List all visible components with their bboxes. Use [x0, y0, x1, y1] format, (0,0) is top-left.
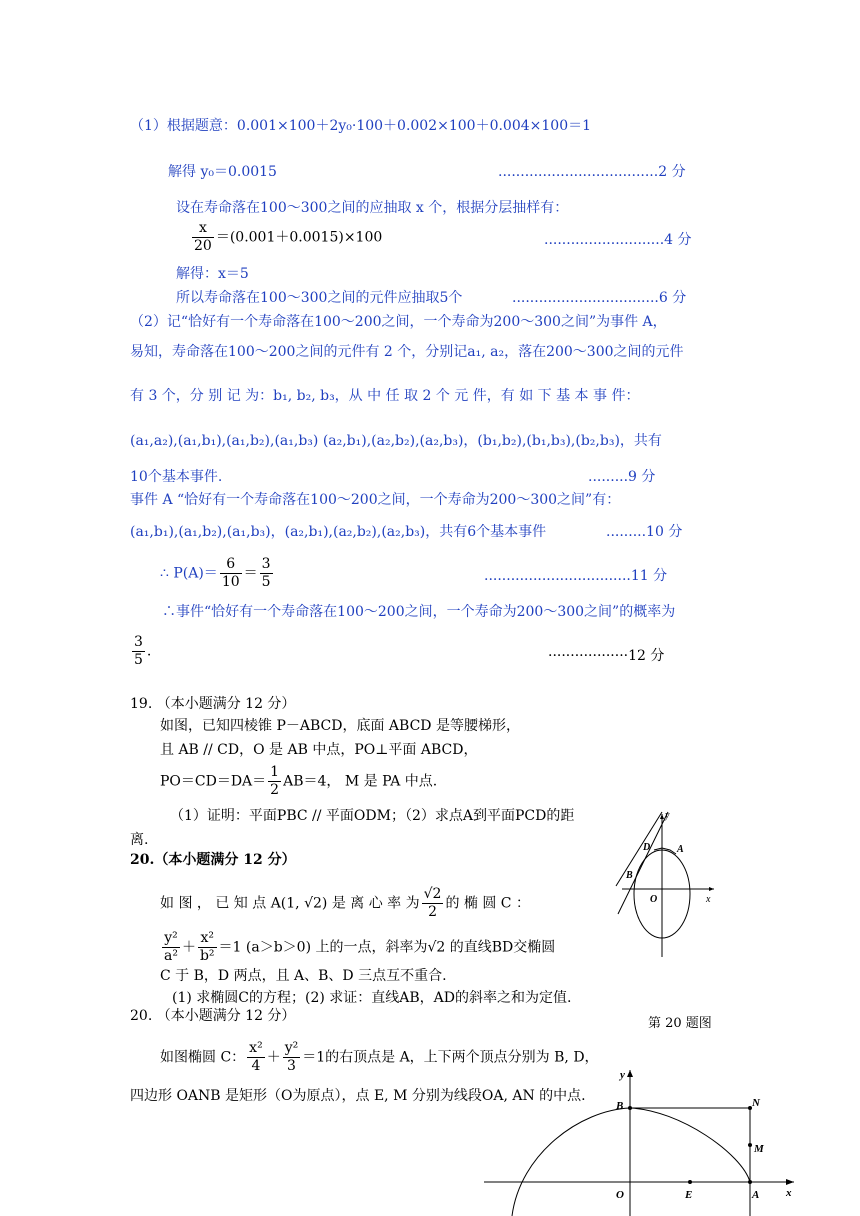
fig1-label-D: D [643, 842, 651, 853]
q20a-l1-den: 2 [428, 904, 437, 920]
fig20b-ellipse-figure [480, 1064, 800, 1216]
part2-line6: 事件 A “恰好有一个寿命落在100～200之间，一个寿命为200～300之间”有： [130, 492, 621, 508]
part2-line4: (a₁,a₂),(a₁,b₁),(a₁,b₂),(a₁,b₃) (a₂,b₁),(a₂,b₂),(a₂,b₃)，(b₁,b₂),(b₁,b₃),(b₂,b₃)，共有 [130, 433, 662, 449]
score-12: ··················12 分 [548, 648, 665, 664]
q20b-l1-den2: 3 [286, 1058, 296, 1074]
q19-l3b: AB＝4， M 是 PA 中点. [283, 773, 438, 790]
q20a-l1-num: √2 [423, 886, 442, 902]
q19-l3a: PO＝CD＝DA＝ [160, 773, 267, 790]
fig2-label-O: O [616, 1189, 624, 1201]
fig2-label-x: x [786, 1187, 792, 1199]
part1-line1: （1）根据题意：0.001×100＋2y₀·100＋0.002×100＋0.004×100＝1 [130, 118, 592, 134]
q20b-l1-num1: x² [249, 1040, 263, 1056]
q20b-l1: 如图椭圆 C： $\frac{\text{x²}}{4}$ ＋ $\frac{\text{y²}}{3}$ ＝1的右顶点是 A，上下两个顶点分别为 B, D， [160, 1040, 599, 1074]
q19-l2: 且 AB // CD，O 是 AB 中点，PO⊥平面 ABCD， [160, 742, 478, 758]
q20a-l1a: 如 图 ， 已 知 点 A(1, √2) 是 离 心 率 为 [160, 895, 420, 912]
q20a-l3: C 于 B，D 两点，且 A、B、D 三点互不重合. [160, 968, 447, 984]
q19-l3-num: 1 [270, 764, 280, 780]
fig1-label-O: O [650, 894, 658, 905]
fig1-label-A: A [677, 844, 684, 855]
q19-l4: （1）证明：平面PBC // 平面ODM；（2）求点A到平面PCD的距 [170, 808, 575, 824]
p-a-label: ∴ P(A)＝ [160, 565, 218, 582]
fig2-label-E: E [685, 1189, 693, 1201]
q20a-l2-num1: y² [162, 930, 180, 948]
part2-line5: 10个基本事件. [130, 469, 223, 485]
fig2-label-A: A [752, 1189, 760, 1201]
fig1-line-ab [616, 812, 662, 886]
score-2: ....................................2 分 [498, 164, 686, 180]
q20b-l1b: ＝1的右顶点是 A，上下两个顶点分别为 B, D， [302, 1049, 599, 1066]
part2-line8: ∴ P(A)＝ $\frac{6}{10}$ ＝ $\frac{3}{5}$ [160, 556, 271, 590]
fig2-x-arrow [786, 1179, 794, 1185]
part1-line5: 解得：x＝5 [176, 266, 249, 282]
fig20-caption: 第 20 题图 [648, 1016, 712, 1031]
fig2-point-E [688, 1180, 692, 1184]
score-9: .........9 分 [588, 469, 656, 485]
frac3-num: 3 [134, 634, 143, 650]
score-10: .........10 分 [606, 524, 683, 540]
fig2-label-y: y [620, 1069, 625, 1081]
fig20-ellipse-figure [610, 810, 720, 960]
fig2-label-B: B [616, 1100, 624, 1112]
fig1-label-y: y [665, 810, 670, 821]
fig2-ellipse [512, 1108, 750, 1216]
fig1-label-x: x [706, 894, 711, 905]
fig1-x-arrow [709, 887, 714, 891]
q20b-l1-den1: 4 [251, 1058, 261, 1074]
q19-l3-den: 2 [270, 782, 280, 798]
frac2-den: 5 [261, 574, 271, 590]
fig2-point-B [628, 1106, 632, 1110]
q20b-l1a: 如图椭圆 C： [160, 1049, 246, 1066]
part2-frac3: $\frac{3}{5}$ . [134, 634, 152, 668]
fig2-label-M: M [754, 1143, 764, 1155]
q19-l3 [160, 764, 437, 799]
fig2-point-A [748, 1180, 752, 1184]
q20b-l1-num2: y² [284, 1040, 299, 1056]
frac1-den: 10 [221, 574, 240, 590]
frac-x-num: x [192, 220, 214, 238]
part2-line1: （2）记“恰好有一个寿命落在100～200之间，一个寿命为200～300之间”为事件 A， [130, 314, 667, 330]
part1-line4 [190, 220, 382, 255]
frac2-num: 3 [261, 556, 271, 572]
q20a-l4: (1) 求椭圆C的方程；(2) 求证：直线AB，AD的斜率之和为定值. [172, 990, 572, 1006]
part1-line2: 解得 y₀＝0.0015 [168, 164, 277, 180]
fig1-label-B: B [626, 870, 633, 881]
q20a-l2-den1: a² [164, 948, 178, 964]
q19-head: 19. （本小题满分 12 分） [130, 696, 296, 712]
q20a-l2: $\frac{\text{y²}}{\text{a²}}$ ＋ $\frac{\text{x²}}{\text{b²}}$ ＝1 (a＞b＞0) 上的一点，斜率为√2 的直线BD交椭圆 [164, 930, 556, 964]
part2-line7: (a₁,b₁),(a₁,b₂),(a₁,b₃)，(a₂,b₁),(a₂,b₂),(a₂,b₃)，共有6个基本事件 [130, 524, 547, 540]
q19-l5: 离. [130, 832, 149, 848]
q20a-l2b: ＝1 (a＞b＞0) 上的一点，斜率为√2 的直线BD交椭圆 [218, 939, 556, 956]
q20b-l2: 四边形 OANB 是矩形（O为原点），点 E, M 分别为线段OA, AN 的中点. [130, 1088, 586, 1104]
fig2-point-M [748, 1143, 752, 1147]
q19-l1: 如图，已知四棱锥 P－ABCD，底面 ABCD 是等腰梯形， [160, 718, 520, 734]
q20a-l2-den2: b² [199, 948, 215, 964]
q20a-head: 20.（本小题满分 12 分） [130, 852, 296, 868]
frac3-den: 5 [134, 652, 143, 668]
fig2-y-arrow [627, 1070, 633, 1077]
score-6: .................................6 分 [512, 290, 687, 306]
frac-x-den: 20 [194, 238, 212, 254]
part1-line3: 设在寿命落在100～300之间的应抽取 x 个，根据分层抽样有： [176, 200, 569, 216]
frac1-num: 6 [220, 556, 242, 574]
fig2-label-N: N [752, 1097, 760, 1109]
q20b-head: 20. （本小题满分 12 分） [130, 1008, 296, 1024]
q20a-l2-num2: x² [198, 930, 217, 948]
q20a-l1b: 的 椭 圆 C ： [445, 895, 530, 912]
fig1-line-bd [618, 812, 668, 914]
part2-line3: 有 3 个，分 别 记 为：b₁, b₂, b₃，从 中 任 取 2 个 元 件，有 如 下 基 本 事 件： [130, 388, 640, 404]
score-4: ...........................4 分 [544, 232, 692, 248]
part1-line6: 所以寿命落在100～300之间的元件应抽取5个 [176, 290, 463, 306]
part2-line9: ∴事件“恰好有一个寿命落在100～200之间，一个寿命为200～300之间”的概率为 [162, 604, 676, 620]
part2-line2: 易知，寿命落在100～200之间的元件有 2 个，分别记a₁, a₂，落在200～300之间的元件 [130, 344, 684, 360]
q20a-l1 [160, 886, 530, 921]
part1-line4-rest: ＝(0.001＋0.0015)×100 [215, 229, 383, 246]
score-11: .................................11 分 [484, 568, 668, 584]
